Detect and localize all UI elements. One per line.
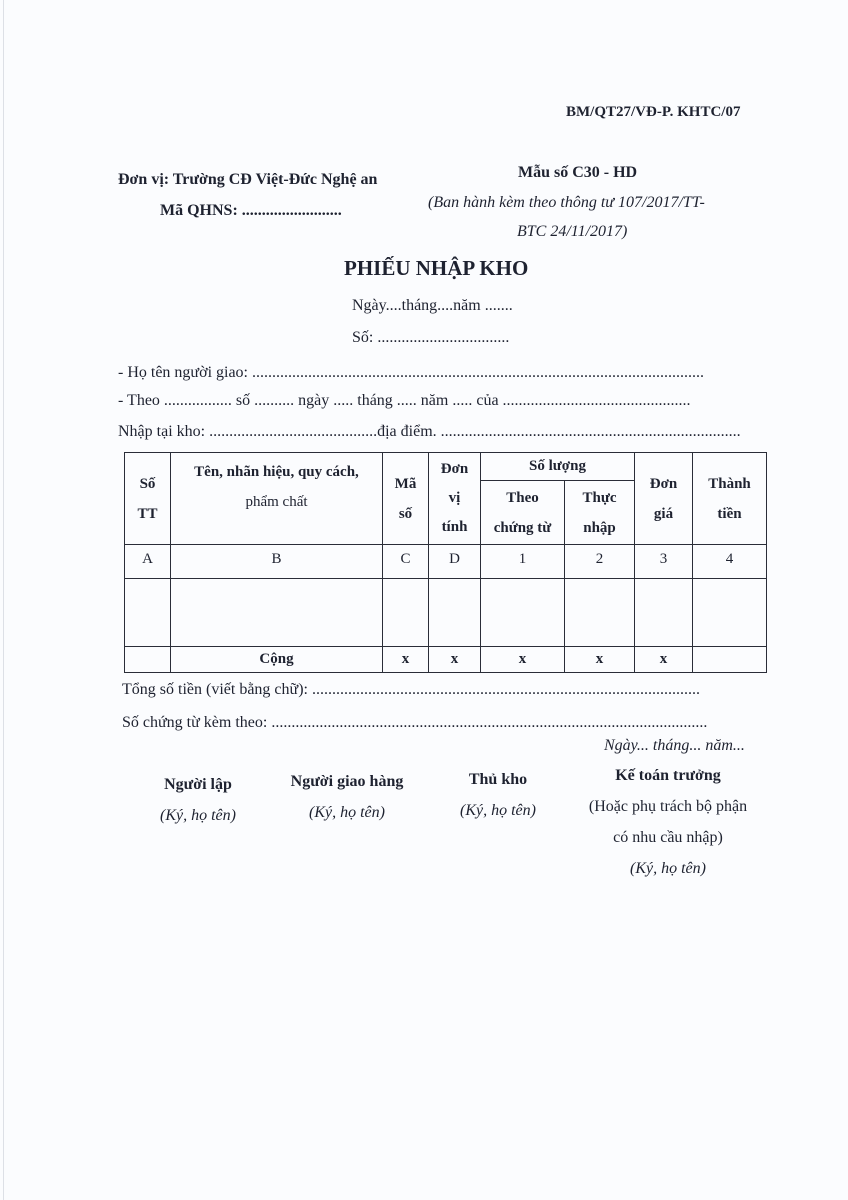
storekeeper-title: Thủ kho <box>468 771 528 788</box>
empty-cell <box>429 579 481 647</box>
empty-cell <box>481 579 565 647</box>
deliverer-title: Người giao hàng <box>290 773 404 790</box>
empty-cell <box>383 579 429 647</box>
header-code: Mã số <box>383 453 429 545</box>
code-cell: A <box>125 545 171 579</box>
total-mark: x <box>635 647 693 673</box>
deliverer-note: (Ký, họ tên) <box>309 804 385 821</box>
reference-field: - Theo ................. số .......... ngày ..... tháng ..... năm ..... của ............................................... <box>118 392 691 409</box>
preparer-title: Người lập <box>164 776 232 793</box>
chief-accountant-note-2: có nhu cầu nhập) <box>613 829 723 846</box>
code-cell: D <box>429 545 481 579</box>
amount-in-words-field: Tổng số tiền (viết bằng chữ): ................................................................................................. <box>122 681 700 698</box>
code-row <box>125 545 767 579</box>
empty-cell <box>125 647 171 673</box>
total-row <box>125 647 767 673</box>
total-mark: x <box>429 647 481 673</box>
chief-accountant-note-1: (Hoặc phụ trách bộ phận <box>588 798 748 815</box>
chief-accountant-note-3: (Ký, họ tên) <box>630 860 706 877</box>
empty-cell <box>171 579 383 647</box>
header-quantity: Số lượng <box>481 453 635 481</box>
empty-cell <box>125 579 171 647</box>
template-number: Mẫu số C30 - HD <box>518 164 638 181</box>
form-code: BM/QT27/VĐ-P. KHTC/07 <box>566 104 741 120</box>
code-cell: 1 <box>481 545 565 579</box>
empty-cell <box>635 579 693 647</box>
code-cell: C <box>383 545 429 579</box>
header-item-name: Tên, nhãn hiệu, quy cách, phẩm chất <box>171 453 383 545</box>
page-edge <box>3 0 4 1200</box>
preparer-note: (Ký, họ tên) <box>160 807 236 824</box>
header-stt: Số TT <box>125 453 171 545</box>
code-cell: 3 <box>635 545 693 579</box>
header-actual: Thực nhập <box>565 481 635 545</box>
page-title: PHIẾU NHẬP KHO <box>344 256 529 280</box>
table-row <box>125 579 767 647</box>
chief-accountant-title: Kế toán trưởng <box>615 767 721 784</box>
total-mark: x <box>383 647 429 673</box>
code-cell: B <box>171 545 383 579</box>
table-header-row-1 <box>125 453 767 481</box>
unit-label: Đơn vị: Trường CĐ Việt-Đức Nghệ an <box>118 171 378 188</box>
date-line: Ngày....tháng....năm ....... <box>352 297 513 314</box>
issued-line-2: BTC 24/11/2017) <box>517 223 628 240</box>
empty-cell <box>565 579 635 647</box>
issued-line-1: (Ban hành kèm theo thông tư 107/2017/TT- <box>428 194 705 211</box>
header-per-document: Theo chứng từ <box>481 481 565 545</box>
code-cell: 4 <box>693 545 767 579</box>
header-unit-price: Đơn giá <box>635 453 693 545</box>
goods-table <box>124 452 767 673</box>
qhns-label: Mã QHNS: ......................... <box>160 202 342 219</box>
deliverer-field: - Họ tên người giao: ................................................................................................................. <box>118 364 704 381</box>
total-label: Cộng <box>171 647 383 673</box>
total-mark: x <box>481 647 565 673</box>
empty-cell <box>693 579 767 647</box>
signature-date: Ngày... tháng... năm... <box>604 737 745 754</box>
code-cell: 2 <box>565 545 635 579</box>
header-unit: Đơn vị tính <box>429 453 481 545</box>
number-line: Số: ................................. <box>352 329 510 346</box>
empty-cell <box>693 647 767 673</box>
attached-documents-field: Số chứng từ kèm theo: ............................................................................................................. <box>122 714 708 731</box>
total-mark: x <box>565 647 635 673</box>
warehouse-field: Nhập tại kho: ..........................................địa điểm. ........................................................................... <box>118 423 741 440</box>
storekeeper-note: (Ký, họ tên) <box>460 802 536 819</box>
header-amount: Thành tiền <box>693 453 767 545</box>
